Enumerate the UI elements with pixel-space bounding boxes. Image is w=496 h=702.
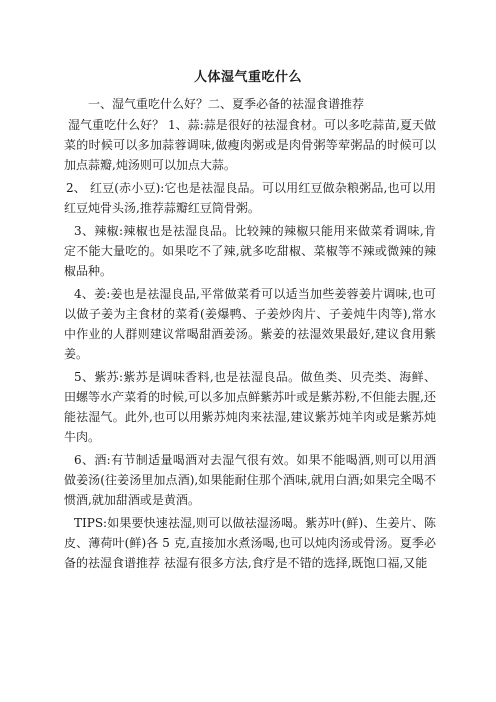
- paragraph-perilla: 5、紫苏:紫苏是调味香料,也是祛湿良品。做鱼类、贝壳类、海鲜、田螺等水产菜肴的时候,可以多加点鲜紫苏叶或是紫苏粉,不但能去腥,还能祛湿气。此外,也可以用紫苏炖肉来祛湿,建议紫苏炖羊肉或是紫苏炖牛肉。: [64, 370, 436, 444]
- section-heading: 一、湿气重吃什么好？二、夏季必备的祛湿食谱推荐: [88, 97, 365, 111]
- paragraph-chili: 3、辣椒:辣椒也是祛湿良品。比较辣的辣椒只能用来做菜肴调味,肯定不能大量吃的。如果吃不了辣,就多吃甜椒、菜椒等不辣或微辣的辣椒品种。: [64, 224, 436, 278]
- paragraph-red-bean: 2、 红豆(赤小豆):它也是祛湿良品。可以用红豆做杂粮粥品,也可以用红豆炖骨头汤,推荐蒜瓣红豆筒骨粥。: [64, 181, 436, 215]
- paragraph-garlic: 湿气重吃什么好？ 1、蒜:蒜是很好的祛湿食材。可以多吃蒜苗,夏天做菜的时候可以多加蒜蓉调味,做瘦肉粥或是肉骨粥等荤粥品的时候可以加点蒜瓣,炖汤则可以加点大蒜。: [64, 118, 436, 172]
- document-body: [64, 94, 436, 576]
- paragraph-wine: 6、酒:有节制适量喝酒对去湿气很有效。如果不能喝酒,则可以用酒做姜汤(往姜汤里加点酒),如果能耐住那个酒味,就用白酒;如果完全喝不惯酒,就加甜酒或是黄酒。: [64, 453, 436, 507]
- paragraph-ginger: 4、姜:姜也是祛湿良品,平常做菜肴可以适当加些姜蓉姜片调味,也可以做子姜为主食材的菜肴(姜爆鸭、子姜炒肉片、子姜炖牛肉等),常水中作业的人群则建议常喝甜酒姜汤。紫姜的祛湿效果最好,建议食用紫姜。: [64, 287, 436, 361]
- paragraph-tips: TIPS:如果要快速祛湿,则可以做祛湿汤喝。紫苏叶(鲜)、生姜片、陈皮、薄荷叶(鲜)各 5 克,直接加水煮汤喝,也可以炖肉汤或骨汤。夏季必备的祛湿食谱推荐 祛湿有很多方法,食疗是不错的选择,既饱口福,又能: [64, 516, 436, 570]
- document-title: 人体湿气重吃什么: [193, 70, 302, 85]
